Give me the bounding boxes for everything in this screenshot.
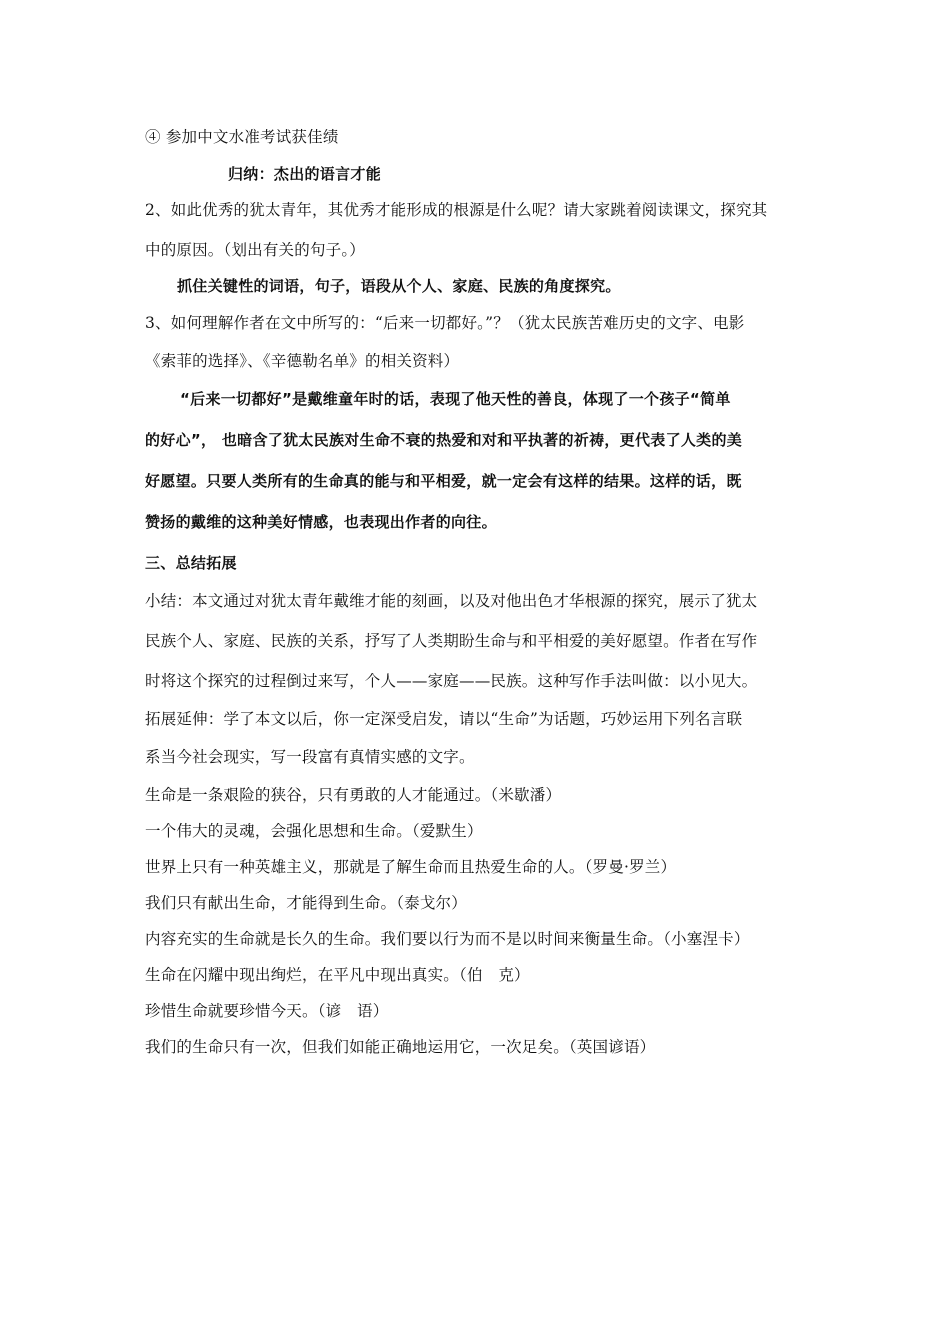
summary-language-talent: 归纳：杰出的语言才能: [228, 165, 382, 183]
list-item-chinese-exam: ④ 参加中文水准考试获佳绩: [145, 128, 339, 146]
quote-4: 我们只有献出生命，才能得到生命。（泰戈尔）: [145, 894, 467, 912]
extension-line-2: 系当今社会现实，写一段富有真情实感的文字。: [145, 748, 475, 766]
quote-2: 一个伟大的灵魂，会强化思想和生命。（爱默生）: [145, 822, 483, 840]
question-2-line-1: 2、如此优秀的犹太青年，其优秀才能形成的根源是什么呢？请大家跳着阅读课文，探究其: [145, 201, 768, 219]
quote-8: 我们的生命只有一次，但我们如能正确地运用它，一次足矣。（英国谚语）: [145, 1038, 656, 1056]
summary-line-3: 时将这个探究的过程倒过来写，个人——家庭——民族。这种写作手法叫做：以小见大。: [145, 672, 758, 690]
quote-3: 世界上只有一种英雄主义，那就是了解生命而且热爱生命的人。（罗曼·罗兰）: [145, 858, 677, 876]
quote-5: 内容充实的生命就是长久的生命。我们要以行为而不是以时间来衡量生命。（小塞涅卡）: [145, 930, 750, 948]
answer-3-line-4: 赞扬的戴维的这种美好情感，也表现出作者的向往。: [145, 513, 497, 531]
extension-line-1: 拓展延伸：学了本文以后，你一定深受启发，请以“生命”为话题，巧妙运用下列名言联: [145, 710, 743, 728]
answer-3-line-2: 的好心”， 也暗含了犹太民族对生命不衰的热爱和对和平执著的祈祷，更代表了人类的美: [145, 431, 743, 449]
hint-explore-angles: 抓住关键性的词语，句子，语段从个人、家庭、民族的角度探究。: [177, 277, 621, 295]
question-2-line-2: 中的原因。（划出有关的句子。）: [145, 241, 366, 259]
question-3-line-1: 3、如何理解作者在文中所写的：“后来一切都好。”？（犹太民族苦难历史的文字、电影: [145, 314, 745, 332]
section-heading-summary: 三、总结拓展: [145, 554, 237, 572]
answer-3-line-1: “后来一切都好”是戴维童年时的话，表现了他天性的善良，体现了一个孩子“简单: [180, 390, 731, 408]
quote-7: 珍惜生命就要珍惜今天。（谚 语）: [145, 1002, 389, 1020]
quote-1: 生命是一条艰险的狭谷，只有勇敢的人才能通过。（米歇潘）: [145, 786, 562, 804]
quote-6: 生命在闪耀中现出绚烂，在平凡中现出真实。（伯 克）: [145, 966, 530, 984]
answer-3-line-3: 好愿望。只要人类所有的生命真的能与和平相爱，就一定会有这样的结果。这样的话，既: [145, 472, 742, 490]
summary-line-1: 小结：本文通过对犹太青年戴维才能的刻画，以及对他出色才华根源的探究，展示了犹太: [145, 592, 758, 610]
summary-line-2: 民族个人、家庭、民族的关系，抒写了人类期盼生命与和平相爱的美好愿望。作者在写作: [145, 632, 758, 650]
question-3-line-2: 《索菲的选择》、《辛德勒名单》的相关资料）: [145, 352, 460, 370]
